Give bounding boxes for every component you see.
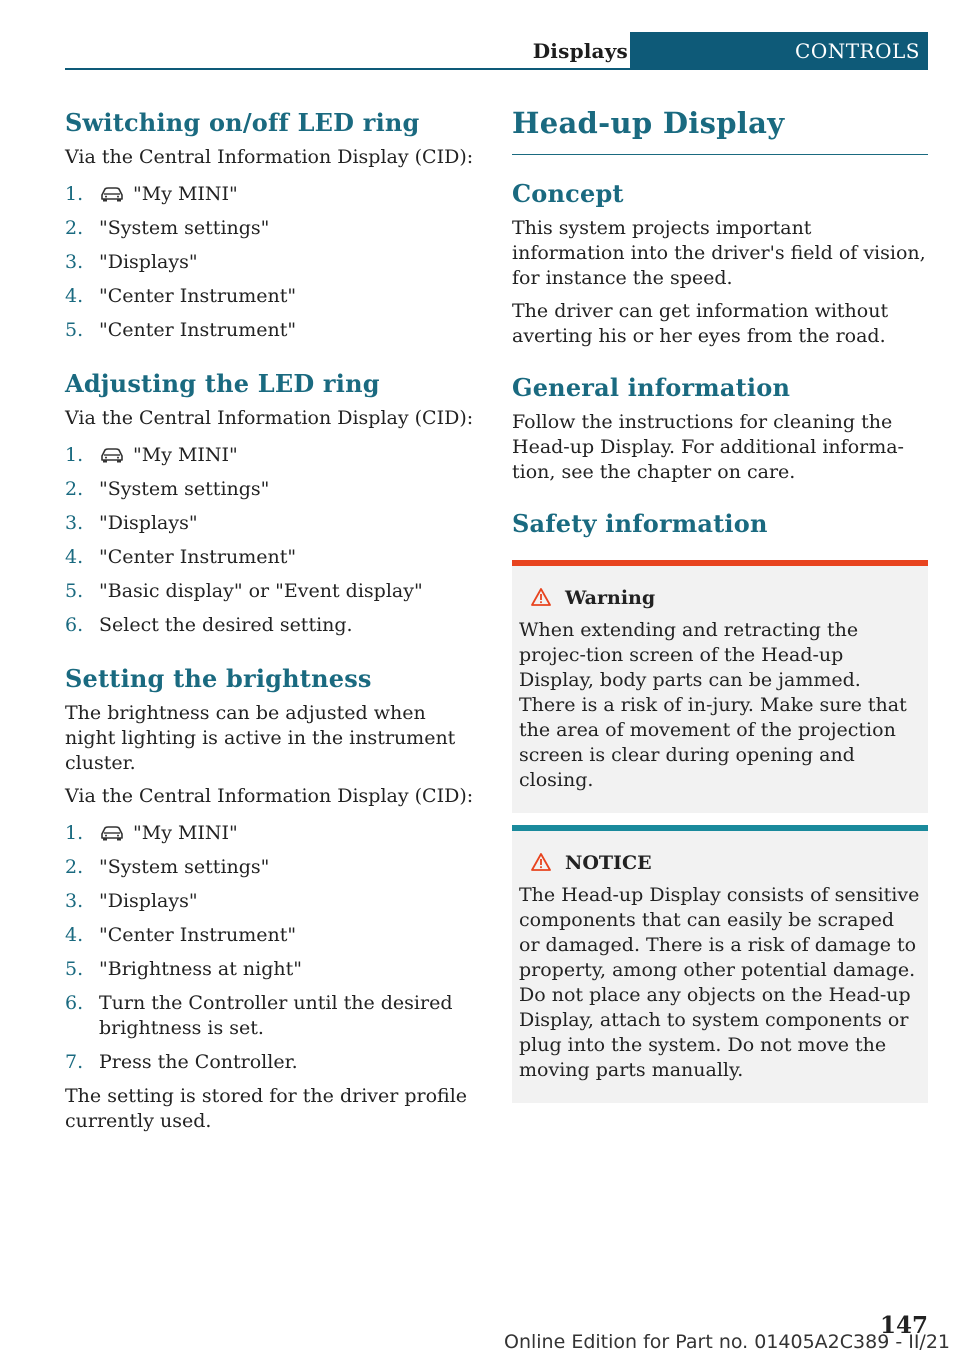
- notice-title-row: [519, 851, 920, 875]
- right-column: [512, 100, 928, 1103]
- warning-box: [512, 560, 928, 813]
- warning-triangle-icon: [531, 588, 551, 606]
- brightness-paragraph: The brightness can be adjusted when night lighting is active in the instrument cluster.: [65, 702, 456, 774]
- car-icon: [99, 447, 125, 463]
- page-header: [65, 32, 928, 70]
- page-number: 147: [879, 1312, 928, 1339]
- list-item-text: "System settings": [99, 856, 270, 878]
- list-item: [65, 250, 475, 275]
- list-item-text: "Displays": [99, 512, 198, 534]
- section-intro: Via the Central Information Display (CID):: [65, 407, 474, 429]
- warning-title-row: [519, 586, 920, 610]
- list-item: [65, 443, 475, 468]
- section-intro: Via the Central Information Display (CID):: [65, 146, 474, 168]
- steps-list-brightness: [65, 821, 475, 1075]
- list-item: [65, 318, 475, 343]
- list-item: [65, 216, 475, 241]
- list-item: [65, 991, 475, 1041]
- list-item-text: "Center Instrument": [99, 546, 297, 568]
- list-item: [65, 923, 475, 948]
- list-item-text: "System settings": [99, 478, 270, 500]
- concept-paragraph-1: This system projects important information into the driver's field of vision, for instance the speed.: [512, 217, 926, 289]
- list-item-text: Select the desired setting.: [99, 614, 353, 636]
- list-item-number: 1.: [65, 183, 84, 205]
- list-item-number: 7.: [65, 1051, 84, 1073]
- list-item: [65, 182, 475, 207]
- section-title-general: General information: [512, 373, 791, 402]
- list-item: [65, 613, 475, 638]
- list-item: [65, 511, 475, 536]
- list-item-number: 6.: [65, 992, 84, 1014]
- list-item-number: 3.: [65, 890, 84, 912]
- list-item-number: 5.: [65, 958, 84, 980]
- list-item-number: 3.: [65, 512, 84, 534]
- title-rule: [512, 154, 928, 155]
- list-item-text: "System settings": [99, 217, 270, 239]
- header-rule: [65, 68, 928, 70]
- list-item: [65, 477, 475, 502]
- header-chapter: CONTROLS: [630, 32, 928, 70]
- list-item-text: "Displays": [99, 890, 198, 912]
- section-intro: Via the Central Information Display (CID):: [65, 785, 474, 807]
- list-item: [65, 545, 475, 570]
- list-item: [65, 957, 475, 982]
- list-item-text: "Center Instrument": [99, 924, 297, 946]
- section-title-switching-led: Switching on/off LED ring: [65, 108, 420, 137]
- list-item: [65, 821, 475, 846]
- list-item: [65, 579, 475, 604]
- list-item: [65, 284, 475, 309]
- list-item-number: 5.: [65, 319, 84, 341]
- steps-list-adjusting: [65, 443, 475, 638]
- concept-paragraph-2: The driver can get information without averting his or her eyes from the road.: [512, 300, 889, 347]
- list-item-text: "Center Instrument": [99, 319, 297, 341]
- list-item-text: "Basic display" or "Event display": [99, 580, 423, 602]
- list-item-number: 2.: [65, 478, 84, 500]
- section-title-concept: Concept: [512, 179, 624, 208]
- steps-list-switching: [65, 182, 475, 343]
- car-icon: [99, 825, 125, 841]
- list-item-text: Press the Controller.: [99, 1051, 298, 1073]
- main-title-head-up-display: Head-up Display: [512, 106, 785, 140]
- warning-title: Warning: [565, 587, 656, 609]
- list-item-text: "Brightness at night": [99, 958, 303, 980]
- notice-triangle-icon: [531, 853, 551, 871]
- list-item-text: "My MINI": [133, 183, 238, 205]
- list-item: [65, 1050, 475, 1075]
- footer-edition: Online Edition for Part no. 01405A2C389 - II/21: [504, 1331, 951, 1353]
- warning-text: When extending and retracting the projec‐tion screen of the Head-up Display, body parts can be jammed. There is a risk of in‐jury. Make sure that the area of movement of the projection screen is clear during opening and closing.: [519, 619, 907, 791]
- list-item-number: 1.: [65, 822, 84, 844]
- list-item-number: 4.: [65, 285, 84, 307]
- list-item-number: 2.: [65, 856, 84, 878]
- car-icon: [99, 186, 125, 202]
- list-item-text: "My MINI": [133, 444, 238, 466]
- list-item-number: 2.: [65, 217, 84, 239]
- section-title-safety: Safety information: [512, 509, 768, 538]
- list-item-number: 6.: [65, 614, 84, 636]
- list-item-number: 4.: [65, 924, 84, 946]
- section-title-adjusting-led: Adjusting the LED ring: [65, 369, 380, 398]
- header-section: Displays: [532, 39, 628, 63]
- list-item-text: "Displays": [99, 251, 198, 273]
- notice-title: NOTICE: [565, 852, 652, 874]
- notice-box: [512, 825, 928, 1103]
- list-item-number: 1.: [65, 444, 84, 466]
- list-item-number: 4.: [65, 546, 84, 568]
- list-item-text: "My MINI": [133, 822, 238, 844]
- general-paragraph: Follow the instructions for cleaning the Head-up Display. For additional informa‐tion, see the chapter on care.: [512, 411, 904, 483]
- list-item-number: 5.: [65, 580, 84, 602]
- list-item-text: "Center Instrument": [99, 285, 297, 307]
- closing-paragraph: The setting is stored for the driver profile currently used.: [65, 1085, 468, 1132]
- list-item-text: Turn the Controller until the desired brightness is set.: [99, 992, 453, 1039]
- left-column: [65, 100, 475, 1134]
- section-title-brightness: Setting the brightness: [65, 664, 372, 693]
- notice-text: The Head-up Display consists of sensitive components that can easily be scraped or damaged. There is a risk of damage to property, among other potential damage. Do not place any objects on the Head-up Display, attach to system components or plug into the system. Do not move the moving parts manually.: [519, 884, 920, 1081]
- list-item: [65, 889, 475, 914]
- list-item: [65, 855, 475, 880]
- list-item-number: 3.: [65, 251, 84, 273]
